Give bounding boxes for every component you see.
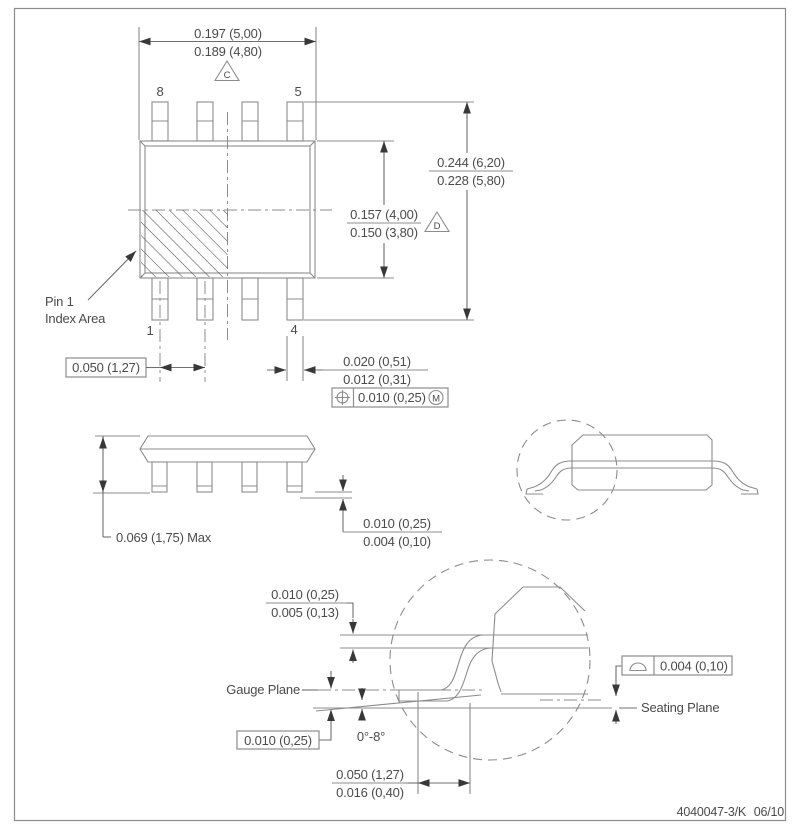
- detail-circle: [390, 560, 590, 760]
- fcf-leader: [616, 666, 622, 670]
- pin1-index-line1: Pin 1: [45, 294, 74, 309]
- gauge-to-seating-value: 0.010 (0,25): [244, 733, 312, 748]
- lead-angle-value: 0°-8°: [356, 729, 386, 744]
- width-min: 0.189 (4,80): [194, 44, 262, 59]
- lead-inner-curve: [399, 648, 492, 701]
- seating-flatness-value: 0.004 (0,10): [660, 658, 728, 674]
- dim-standoff: [300, 475, 442, 549]
- document-number: 4040047-3/K: [676, 805, 746, 819]
- pin1-index-hatch: [141, 210, 228, 277]
- dim-lead-width: [267, 336, 448, 407]
- side-leads: [152, 462, 302, 492]
- thickness-max: 0.010 (0,25): [271, 587, 339, 602]
- end-view: [517, 420, 758, 520]
- revision-letter-d: D: [433, 221, 441, 232]
- thickness-min: 0.005 (0,13): [271, 605, 339, 620]
- profile-surface-icon: [630, 663, 646, 671]
- length-max: 0.157 (4,00): [350, 207, 418, 222]
- pin4-label: 4: [290, 322, 298, 337]
- position-tolerance-value: 0.010 (0,25): [358, 390, 426, 405]
- standoff-min: 0.004 (0,10): [363, 534, 431, 549]
- feature-control-frame-position: [332, 388, 448, 407]
- span-max: 0.244 (6,20): [437, 155, 505, 170]
- pin1-label: 1: [146, 323, 154, 338]
- end-body-outline: [572, 435, 712, 490]
- page-border: [15, 9, 786, 821]
- leader-line: [347, 603, 353, 618]
- revision-letter-c: C: [223, 70, 231, 81]
- left-gullwing-lead: [526, 461, 572, 494]
- standoff-max: 0.010 (0,25): [363, 516, 431, 531]
- seating-plane-label: Seating Plane: [641, 700, 720, 715]
- pin1-index-callout: [45, 251, 136, 326]
- pin8-label: 8: [156, 84, 164, 99]
- leader-arrow: [88, 251, 136, 300]
- lead-detail-view: [226, 560, 732, 800]
- position-tolerance-icon: [335, 390, 350, 405]
- pin5-label: 5: [294, 84, 302, 99]
- span-min: 0.228 (5,80): [437, 173, 505, 188]
- pitch-value: 0.050 (1,27): [72, 360, 140, 375]
- detail-reference-circle: [517, 420, 617, 520]
- feature-control-frame-flatness: [616, 656, 732, 675]
- lead-width-max: 0.020 (0,51): [343, 354, 411, 369]
- body-edge-profile: [492, 587, 585, 692]
- document-date: 06/10: [753, 805, 784, 819]
- top-view: [128, 84, 332, 382]
- dim-lead-thickness: [266, 587, 353, 663]
- right-gullwing-lead: [712, 461, 758, 494]
- gauge-plane-group: [226, 682, 484, 697]
- height-max-value: 0.069 (1,75) Max: [116, 530, 212, 545]
- pin1-index-line2: Index Area: [45, 311, 106, 326]
- dim-body-length: [317, 141, 449, 278]
- gauge-plane-label: Gauge Plane: [226, 682, 300, 697]
- foot-min: 0.016 (0,40): [336, 785, 404, 800]
- lead-width-min: 0.012 (0,31): [343, 372, 411, 387]
- foot-max: 0.050 (1,27): [336, 767, 404, 782]
- mmc-modifier-letter: M: [432, 393, 440, 405]
- lead-outer-curve: [399, 635, 484, 690]
- side-view: [93, 436, 442, 549]
- seating-plane-group: [313, 670, 719, 744]
- length-min: 0.150 (3,80): [350, 225, 418, 240]
- width-max: 0.197 (5,00): [194, 26, 262, 41]
- title-block: [677, 805, 785, 819]
- dim-pitch: [66, 358, 205, 377]
- leader-line: [319, 727, 331, 740]
